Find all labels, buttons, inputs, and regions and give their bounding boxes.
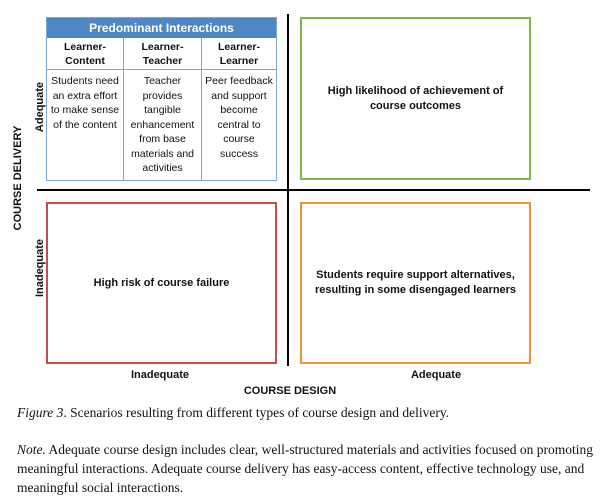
- horizontal-axis-line: [37, 189, 590, 191]
- interactions-table: [46, 17, 277, 181]
- column-learner-teacher: [124, 38, 202, 181]
- x-axis-left-label: Inadequate: [130, 369, 190, 381]
- x-axis-title: COURSE DESIGN: [243, 385, 337, 397]
- quadrant-bottom-left: High risk of course failure: [46, 202, 277, 364]
- figure-caption: [17, 403, 597, 422]
- column-heading: Learner- Content: [47, 38, 123, 70]
- quadrant-top-right: High likelihood of achievement of course outcomes: [300, 17, 531, 180]
- column-heading: Learner- Teacher: [124, 38, 201, 70]
- quadrant-bottom-right: Students require support alternatives, resulting in some disengaged learners: [300, 202, 531, 364]
- figure-note: [17, 440, 597, 497]
- note-label: Note.: [17, 442, 46, 457]
- column-learner-learner: [202, 38, 276, 181]
- figure-label: Figure 3: [17, 405, 64, 420]
- y-axis-bottom-label: Inadequate: [34, 238, 46, 298]
- y-axis-title: COURSE DELIVERY: [12, 125, 24, 231]
- table-header: Predominant Interactions: [47, 18, 276, 38]
- column-heading: Learner- Learner: [202, 38, 276, 70]
- column-body: Peer feedback and support become central to course success: [205, 75, 273, 160]
- figure-text: . Scenarios resulting from different types of course design and delivery.: [63, 405, 450, 420]
- y-axis-top-label: Adequate: [34, 81, 46, 133]
- column-body: Teacher provides tangible enhancement from base materials and activities: [130, 75, 195, 174]
- column-learner-content: [47, 38, 124, 181]
- column-body: Students need an extra effort to make sense of the content: [50, 75, 120, 131]
- note-text: Adequate course design includes clear, well-structured materials and activities focused on promoting meaningful interactions. Adequate course delivery has easy-access content, effective technology use, and meaningful social interactions.: [17, 442, 594, 495]
- x-axis-right-label: Adequate: [410, 369, 462, 381]
